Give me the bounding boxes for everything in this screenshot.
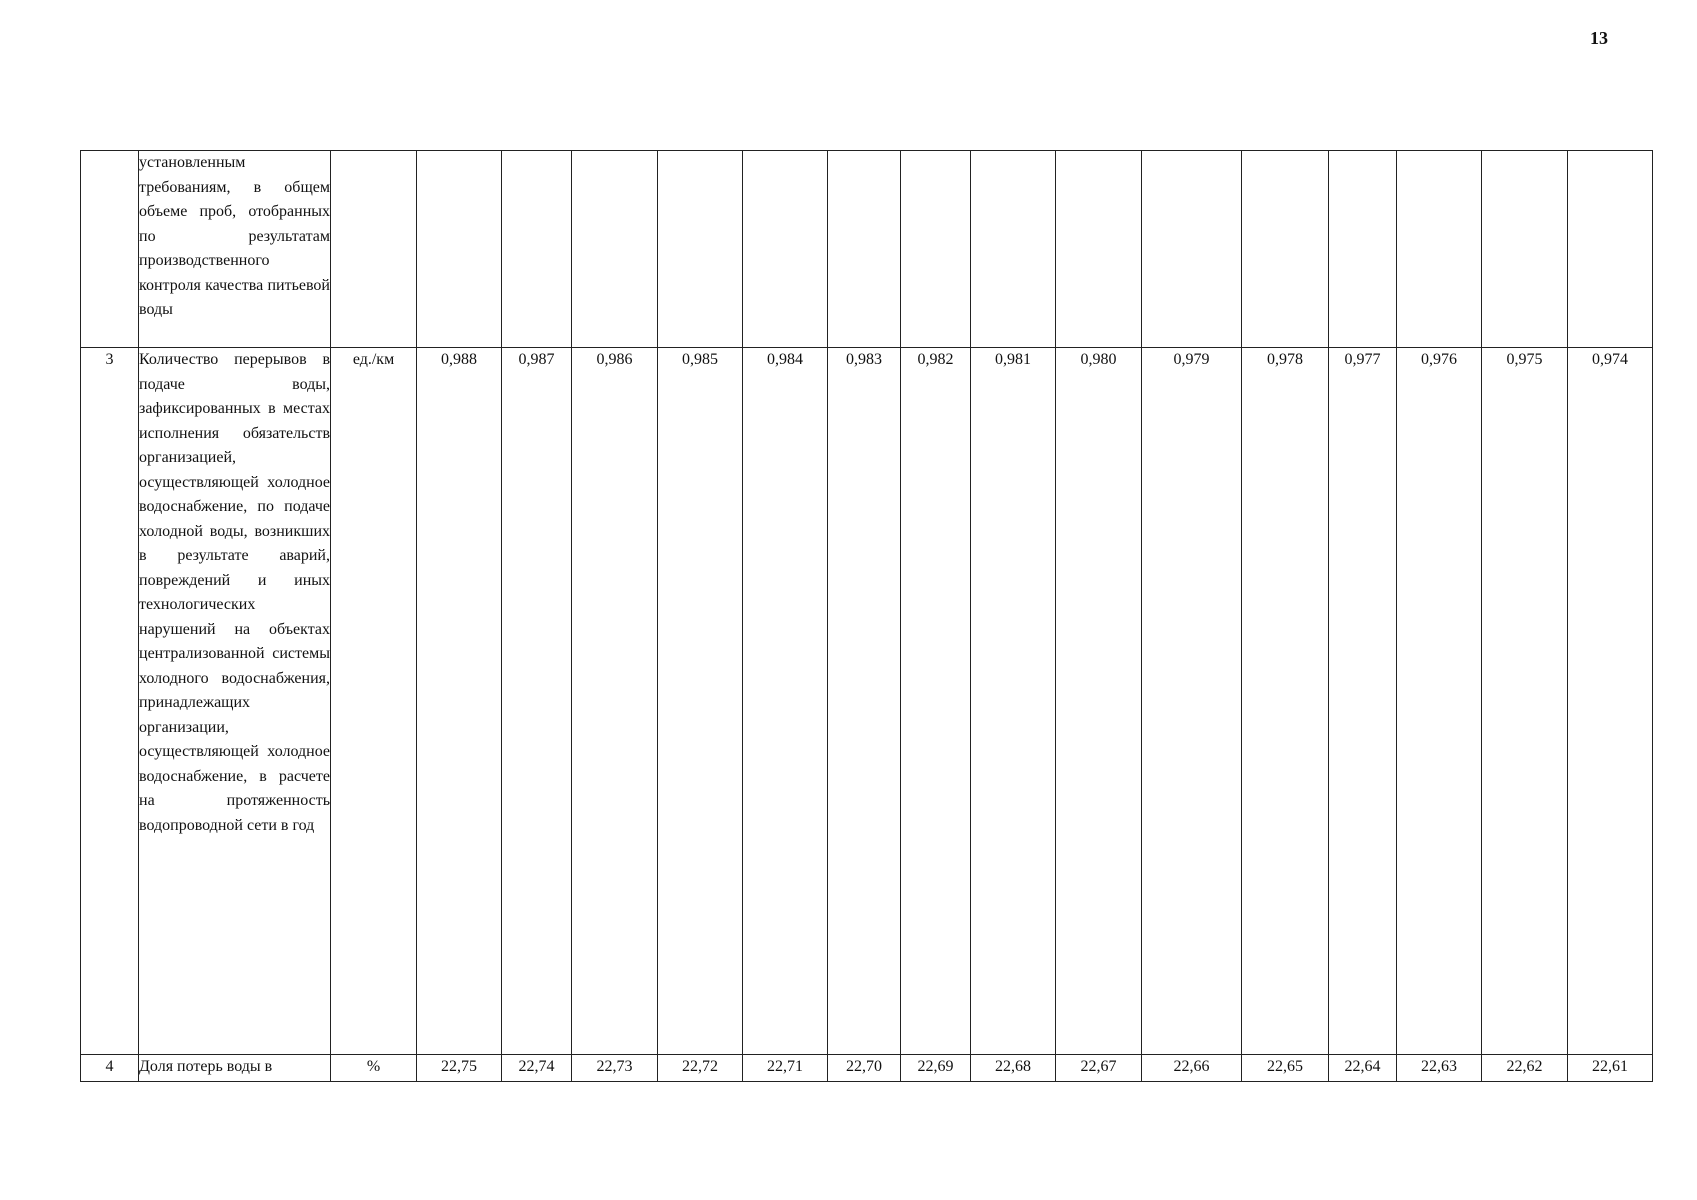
value-cell: 22,63	[1397, 1055, 1482, 1082]
value-cell: 22,64	[1329, 1055, 1397, 1082]
value-cell: 0,986	[572, 348, 658, 1055]
indicator-name: Количество перерывов в подаче воды, зафиксированных в местах исполнения обязательств организацией, осуществляющей холодное водоснабжение, по подаче холодной воды, возникших в результате аварий, повреждений и иных технологических нарушений на объектах централизованной системы холодного водоснабжения, принадлежащих организации, осуществляющей холодное водоснабжение, в расчете на протяженность водопроводной сети в год	[139, 348, 331, 1055]
value-cell	[971, 151, 1056, 348]
row-number: 4	[81, 1055, 139, 1082]
value-cell: 0,988	[417, 348, 502, 1055]
value-cell: 22,75	[417, 1055, 502, 1082]
value-cell: 0,983	[828, 348, 901, 1055]
value-cell: 22,71	[743, 1055, 828, 1082]
unit-cell: ед./км	[331, 348, 417, 1055]
unit-cell	[331, 151, 417, 348]
value-cell	[572, 151, 658, 348]
value-cell: 22,74	[502, 1055, 572, 1082]
value-cell	[502, 151, 572, 348]
value-cell: 0,977	[1329, 348, 1397, 1055]
table-row	[81, 151, 1653, 348]
value-cell: 22,72	[658, 1055, 743, 1082]
value-cell: 0,982	[901, 348, 971, 1055]
value-cell: 22,70	[828, 1055, 901, 1082]
value-cell	[1142, 151, 1242, 348]
value-cell: 22,67	[1056, 1055, 1142, 1082]
value-cell	[1568, 151, 1653, 348]
value-cell: 0,984	[743, 348, 828, 1055]
table-row	[81, 1055, 1653, 1082]
value-cell: 22,69	[901, 1055, 971, 1082]
indicator-name: Доля потерь воды в	[139, 1055, 331, 1082]
value-cell: 0,974	[1568, 348, 1653, 1055]
value-cell: 0,987	[502, 348, 572, 1055]
value-cell: 0,975	[1482, 348, 1568, 1055]
value-cell: 0,979	[1142, 348, 1242, 1055]
indicators-table	[80, 150, 1653, 1082]
value-cell	[1397, 151, 1482, 348]
value-cell: 0,978	[1242, 348, 1329, 1055]
indicator-name: установленным требованиям, в общем объеме проб, отобранных по результатам производственного контроля качества питьевой воды	[139, 151, 331, 348]
value-cell	[743, 151, 828, 348]
value-cell	[1056, 151, 1142, 348]
value-cell: 0,976	[1397, 348, 1482, 1055]
value-cell: 22,68	[971, 1055, 1056, 1082]
value-cell	[1329, 151, 1397, 348]
value-cell: 22,61	[1568, 1055, 1653, 1082]
page-number: 13	[1590, 28, 1608, 48]
unit-cell: %	[331, 1055, 417, 1082]
value-cell: 22,73	[572, 1055, 658, 1082]
value-cell	[658, 151, 743, 348]
table-row	[81, 348, 1653, 1055]
value-cell	[417, 151, 502, 348]
value-cell: 0,985	[658, 348, 743, 1055]
row-number: 3	[81, 348, 139, 1055]
value-cell	[1242, 151, 1329, 348]
row-number	[81, 151, 139, 348]
value-cell: 22,65	[1242, 1055, 1329, 1082]
value-cell: 0,981	[971, 348, 1056, 1055]
value-cell	[901, 151, 971, 348]
value-cell	[1482, 151, 1568, 348]
value-cell	[828, 151, 901, 348]
value-cell: 22,62	[1482, 1055, 1568, 1082]
value-cell: 0,980	[1056, 348, 1142, 1055]
value-cell: 22,66	[1142, 1055, 1242, 1082]
